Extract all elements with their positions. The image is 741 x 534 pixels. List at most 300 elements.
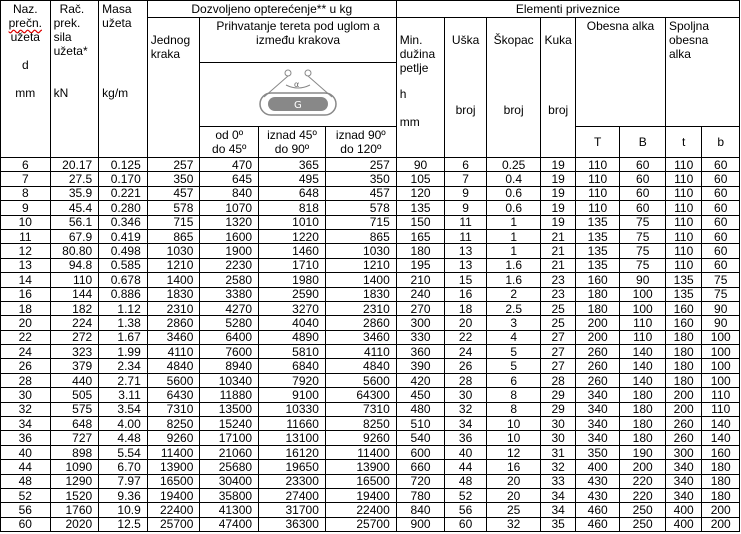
table-cell: 18 bbox=[1, 301, 51, 315]
table-cell: 60 bbox=[702, 172, 740, 186]
table-cell: 12 bbox=[1, 244, 51, 258]
table-cell: 340 bbox=[665, 460, 701, 474]
table-cell: 1830 bbox=[325, 287, 396, 301]
table-cell: 1400 bbox=[325, 273, 396, 287]
table-cell: 440 bbox=[50, 373, 99, 387]
table-cell: 840 bbox=[200, 186, 259, 200]
table-cell: 0.886 bbox=[99, 287, 148, 301]
table-cell: 75 bbox=[620, 215, 666, 229]
header-outer-master-link bbox=[665, 18, 739, 127]
table-cell: 140 bbox=[702, 417, 740, 431]
table-cell: 22400 bbox=[325, 503, 396, 517]
table-cell: 11 bbox=[445, 229, 487, 243]
table-cell: 7310 bbox=[325, 402, 396, 416]
table-cell: 715 bbox=[325, 215, 396, 229]
table-cell: 648 bbox=[50, 417, 99, 431]
table-row bbox=[1, 201, 740, 215]
header-unit-symbol: h bbox=[399, 87, 407, 101]
table-cell: 135 bbox=[575, 258, 620, 272]
table-cell: 31700 bbox=[259, 503, 326, 517]
table-cell: 0.170 bbox=[99, 172, 148, 186]
table-cell: 22400 bbox=[147, 503, 200, 517]
header-text: užeta bbox=[10, 30, 40, 44]
table-cell: 25 bbox=[541, 316, 575, 330]
table-cell: 9 bbox=[445, 186, 487, 200]
table-body bbox=[1, 158, 740, 532]
table-cell: 110 bbox=[665, 201, 701, 215]
table-cell: 90 bbox=[396, 158, 445, 172]
table-cell: 32 bbox=[541, 460, 575, 474]
table-cell: 48 bbox=[1, 474, 51, 488]
table-cell: 75 bbox=[620, 258, 666, 272]
table-cell: 379 bbox=[50, 359, 99, 373]
table-cell: 19 bbox=[541, 201, 575, 215]
table-cell: 60 bbox=[620, 201, 666, 215]
table-cell: 0.419 bbox=[99, 229, 148, 243]
table-cell: 260 bbox=[575, 359, 620, 373]
table-cell: 1830 bbox=[147, 287, 200, 301]
table-cell: 100 bbox=[702, 373, 740, 387]
table-cell: 6430 bbox=[147, 388, 200, 402]
table-cell: 1400 bbox=[147, 273, 200, 287]
table-cell: 7310 bbox=[147, 402, 200, 416]
table-cell: 35 bbox=[541, 517, 575, 531]
table-cell: 1030 bbox=[325, 244, 396, 258]
table-cell: 257 bbox=[325, 158, 396, 172]
table-cell: 360 bbox=[396, 345, 445, 359]
diagram-load-label: G bbox=[294, 100, 302, 111]
table-cell: 330 bbox=[396, 330, 445, 344]
header-text: užeta* bbox=[53, 44, 88, 58]
table-cell: 60 bbox=[702, 244, 740, 258]
table-cell: 200 bbox=[575, 316, 620, 330]
table-cell: 450 bbox=[396, 388, 445, 402]
table-cell: 9100 bbox=[259, 388, 326, 402]
table-cell: 5600 bbox=[325, 373, 396, 387]
table-cell: 100 bbox=[620, 287, 666, 301]
header-text: Spoljna bbox=[668, 19, 709, 33]
table-cell: 180 bbox=[620, 417, 666, 431]
table-cell: 272 bbox=[50, 330, 99, 344]
table-row bbox=[1, 229, 740, 243]
table-cell: 30 bbox=[541, 431, 575, 445]
table-cell: 1520 bbox=[50, 488, 99, 502]
table-cell: 110 bbox=[620, 316, 666, 330]
table-cell: 30 bbox=[445, 388, 487, 402]
table-cell: 160 bbox=[702, 445, 740, 459]
table-row bbox=[1, 373, 740, 387]
table-cell: 3380 bbox=[200, 287, 259, 301]
table-cell: 23 bbox=[541, 287, 575, 301]
table-cell: 10330 bbox=[259, 402, 326, 416]
table-row bbox=[1, 301, 740, 315]
table-cell: 865 bbox=[147, 229, 200, 243]
table-cell: 1980 bbox=[259, 273, 326, 287]
table-cell: 180 bbox=[702, 488, 740, 502]
table-row bbox=[1, 517, 740, 531]
table-cell: 4040 bbox=[259, 316, 326, 330]
table-row bbox=[1, 330, 740, 344]
header-B bbox=[620, 127, 666, 158]
table-cell: 457 bbox=[325, 186, 396, 200]
table-cell: 505 bbox=[50, 388, 99, 402]
table-cell: 480 bbox=[396, 402, 445, 416]
table-cell: 110 bbox=[665, 229, 701, 243]
table-cell: 20 bbox=[1, 316, 51, 330]
table-cell: 1090 bbox=[50, 460, 99, 474]
table-cell: 0.498 bbox=[99, 244, 148, 258]
table-cell: 840 bbox=[396, 503, 445, 517]
table-cell: 32 bbox=[1, 402, 51, 416]
table-cell: 1030 bbox=[147, 244, 200, 258]
header-text: dužina bbox=[399, 47, 436, 61]
header-text: Škopac bbox=[493, 33, 534, 47]
table-cell: 9260 bbox=[147, 431, 200, 445]
table-cell: 2 bbox=[486, 287, 541, 301]
table-cell: 8940 bbox=[200, 359, 259, 373]
table-cell: 200 bbox=[665, 388, 701, 402]
table-cell: 390 bbox=[396, 359, 445, 373]
header-text: Rač. bbox=[59, 2, 85, 16]
table-cell: 110 bbox=[665, 244, 701, 258]
table-cell: 7 bbox=[445, 172, 487, 186]
table-cell: 4 bbox=[486, 330, 541, 344]
table-cell: 33 bbox=[541, 474, 575, 488]
table-cell: 20.17 bbox=[50, 158, 99, 172]
table-cell: 19400 bbox=[147, 488, 200, 502]
table-cell: 13900 bbox=[325, 460, 396, 474]
table-row bbox=[1, 445, 740, 459]
header-text: sila bbox=[53, 30, 72, 44]
table-cell: 120 bbox=[396, 186, 445, 200]
table-cell: 27 bbox=[541, 330, 575, 344]
table-row bbox=[1, 258, 740, 272]
table-cell: 2.5 bbox=[486, 301, 541, 315]
table-cell: 2860 bbox=[147, 316, 200, 330]
header-text: t bbox=[682, 135, 686, 149]
table-cell: 28 bbox=[445, 373, 487, 387]
table-cell: 180 bbox=[575, 287, 620, 301]
header-text: kraka bbox=[150, 47, 181, 61]
table-cell: 600 bbox=[396, 445, 445, 459]
table-cell: 180 bbox=[665, 345, 701, 359]
table-cell: 1.67 bbox=[99, 330, 148, 344]
table-cell: 56.1 bbox=[50, 215, 99, 229]
table-cell: 8 bbox=[1, 186, 51, 200]
table-cell: 5 bbox=[486, 345, 541, 359]
table-cell: 15 bbox=[445, 273, 487, 287]
table-cell: 5 bbox=[486, 359, 541, 373]
table-cell: 75 bbox=[702, 287, 740, 301]
table-row bbox=[1, 503, 740, 517]
table-cell: 3.11 bbox=[99, 388, 148, 402]
table-row bbox=[1, 345, 740, 359]
table-cell: 19400 bbox=[325, 488, 396, 502]
table-cell: 110 bbox=[665, 158, 701, 172]
table-cell: 1760 bbox=[50, 503, 99, 517]
table-row bbox=[1, 488, 740, 502]
table-cell: 340 bbox=[665, 488, 701, 502]
table-cell: 13500 bbox=[200, 402, 259, 416]
table-cell: 300 bbox=[396, 316, 445, 330]
table-cell: 60 bbox=[702, 186, 740, 200]
table-cell: 4840 bbox=[325, 359, 396, 373]
table-cell: 6 bbox=[1, 158, 51, 172]
table-cell: 52 bbox=[1, 488, 51, 502]
header-text: Kuka bbox=[544, 33, 572, 47]
table-cell: 35.9 bbox=[50, 186, 99, 200]
header-master-link bbox=[575, 18, 665, 127]
table-cell: 32 bbox=[486, 517, 541, 531]
table-cell: 340 bbox=[575, 402, 620, 416]
table-cell: 10340 bbox=[200, 373, 259, 387]
table-cell: 9260 bbox=[325, 431, 396, 445]
table-cell: 110 bbox=[575, 201, 620, 215]
table-cell: 34 bbox=[541, 503, 575, 517]
table-cell: 24 bbox=[445, 345, 487, 359]
table-cell: 10 bbox=[1, 215, 51, 229]
table-cell: 250 bbox=[620, 503, 666, 517]
table-cell: 21060 bbox=[200, 445, 259, 459]
table-cell: 727 bbox=[50, 431, 99, 445]
table-header bbox=[1, 1, 740, 158]
table-cell: 135 bbox=[665, 287, 701, 301]
table-cell: 40 bbox=[445, 445, 487, 459]
table-cell: 67.9 bbox=[50, 229, 99, 243]
table-cell: 1.6 bbox=[486, 273, 541, 287]
table-cell: 110 bbox=[575, 158, 620, 172]
header-text: Naz. bbox=[12, 2, 38, 16]
table-cell: 30 bbox=[541, 417, 575, 431]
table-cell: 19650 bbox=[259, 460, 326, 474]
table-row bbox=[1, 431, 740, 445]
table-cell: 100 bbox=[702, 345, 740, 359]
table-cell: 80.80 bbox=[50, 244, 99, 258]
table-cell: 340 bbox=[575, 388, 620, 402]
table-cell: 32 bbox=[445, 402, 487, 416]
table-cell: 180 bbox=[620, 402, 666, 416]
table-cell: 6 bbox=[445, 158, 487, 172]
table-cell: 140 bbox=[620, 359, 666, 373]
header-text: Obesna alka bbox=[586, 19, 655, 33]
table-cell: 27400 bbox=[259, 488, 326, 502]
table-cell: 16 bbox=[445, 287, 487, 301]
table-cell: 60 bbox=[1, 517, 51, 531]
header-breaking-force bbox=[50, 1, 99, 158]
table-cell: 224 bbox=[50, 316, 99, 330]
header-text: Min. bbox=[399, 33, 423, 47]
table-row bbox=[1, 417, 740, 431]
table-cell: 180 bbox=[665, 330, 701, 344]
table-cell: 160 bbox=[575, 273, 620, 287]
table-cell: 135 bbox=[575, 215, 620, 229]
table-cell: 3 bbox=[486, 316, 541, 330]
table-cell: 9.36 bbox=[99, 488, 148, 502]
table-cell: 1460 bbox=[259, 244, 326, 258]
table-cell: 180 bbox=[620, 431, 666, 445]
table-cell: 510 bbox=[396, 417, 445, 431]
table-cell: 270 bbox=[396, 301, 445, 315]
table-cell: 7600 bbox=[200, 345, 259, 359]
table-cell: 28 bbox=[541, 373, 575, 387]
table-cell: 110 bbox=[665, 215, 701, 229]
table-cell: 365 bbox=[259, 158, 326, 172]
table-cell: 110 bbox=[702, 402, 740, 416]
table-cell: 1210 bbox=[325, 258, 396, 272]
table-cell: 150 bbox=[396, 215, 445, 229]
header-text: Dozvoljeno opterećenje** u kg bbox=[191, 2, 353, 16]
table-cell: 340 bbox=[575, 431, 620, 445]
table-cell: 3460 bbox=[325, 330, 396, 344]
header-b bbox=[702, 127, 740, 158]
table-cell: 220 bbox=[620, 474, 666, 488]
table-cell: 1210 bbox=[147, 258, 200, 272]
table-cell: 400 bbox=[665, 517, 701, 531]
table-cell: 180 bbox=[665, 359, 701, 373]
header-text: Jednog bbox=[150, 33, 191, 47]
table-cell: 6 bbox=[486, 373, 541, 387]
table-cell: 13 bbox=[1, 258, 51, 272]
table-cell: 110 bbox=[665, 172, 701, 186]
table-cell: 5810 bbox=[259, 345, 326, 359]
table-cell: 165 bbox=[396, 229, 445, 243]
table-cell: 27 bbox=[541, 345, 575, 359]
table-cell: 21 bbox=[541, 244, 575, 258]
header-angle-lifting bbox=[200, 18, 396, 127]
header-shackle bbox=[486, 18, 541, 158]
table-cell: 430 bbox=[575, 474, 620, 488]
table-row bbox=[1, 186, 740, 200]
table-row bbox=[1, 316, 740, 330]
table-cell: 260 bbox=[665, 431, 701, 445]
table-cell: 350 bbox=[325, 172, 396, 186]
table-cell: 17100 bbox=[200, 431, 259, 445]
table-cell: 898 bbox=[50, 445, 99, 459]
table-cell: 18 bbox=[445, 301, 487, 315]
table-cell: 2.34 bbox=[99, 359, 148, 373]
table-cell: 715 bbox=[147, 215, 200, 229]
header-text: T bbox=[593, 135, 602, 149]
table-cell: 9 bbox=[445, 201, 487, 215]
table-cell: 4890 bbox=[259, 330, 326, 344]
header-text: do 120º bbox=[340, 142, 382, 156]
table-row bbox=[1, 273, 740, 287]
table-cell: 5.54 bbox=[99, 445, 148, 459]
header-single-leg bbox=[147, 18, 200, 158]
table-cell: 340 bbox=[665, 474, 701, 488]
table-cell: 13 bbox=[445, 258, 487, 272]
table-cell: 400 bbox=[575, 460, 620, 474]
table-cell: 4.48 bbox=[99, 431, 148, 445]
table-cell: 1600 bbox=[200, 229, 259, 243]
table-cell: 26 bbox=[445, 359, 487, 373]
table-cell: 7920 bbox=[259, 373, 326, 387]
angle-lifting-caption bbox=[200, 18, 395, 63]
table-cell: 44 bbox=[1, 460, 51, 474]
table-cell: 16 bbox=[486, 460, 541, 474]
sling-diagram-icon bbox=[250, 65, 346, 121]
table-cell: 160 bbox=[665, 301, 701, 315]
table-cell: 23 bbox=[541, 273, 575, 287]
table-cell: 5600 bbox=[147, 373, 200, 387]
table-cell: 9 bbox=[1, 201, 51, 215]
table-cell: 200 bbox=[575, 330, 620, 344]
table-cell: 110 bbox=[665, 258, 701, 272]
table-cell: 25 bbox=[486, 503, 541, 517]
table-cell: 8250 bbox=[147, 417, 200, 431]
table-cell: 190 bbox=[620, 445, 666, 459]
header-text: Uška bbox=[451, 33, 480, 47]
header-text: iznad 45º bbox=[267, 128, 317, 142]
table-cell: 10 bbox=[486, 417, 541, 431]
table-cell: 200 bbox=[620, 460, 666, 474]
header-text: užeta bbox=[102, 16, 132, 30]
table-cell: 6400 bbox=[200, 330, 259, 344]
table-cell: 460 bbox=[575, 517, 620, 531]
table-cell: 110 bbox=[665, 186, 701, 200]
table-cell: 180 bbox=[620, 388, 666, 402]
table-cell: 0.6 bbox=[486, 186, 541, 200]
table-cell: 578 bbox=[147, 201, 200, 215]
header-text: iznad 90º bbox=[335, 128, 386, 142]
table-cell: 16 bbox=[1, 287, 51, 301]
table-cell: 3.54 bbox=[99, 402, 148, 416]
table-cell: 60 bbox=[445, 517, 487, 531]
table-cell: 7 bbox=[1, 172, 51, 186]
header-unit: broj bbox=[503, 103, 524, 117]
table-cell: 15240 bbox=[200, 417, 259, 431]
table-cell: 3270 bbox=[259, 301, 326, 315]
table-cell: 21 bbox=[541, 229, 575, 243]
table-cell: 8 bbox=[486, 402, 541, 416]
table-cell: 19 bbox=[541, 158, 575, 172]
header-text: b bbox=[717, 135, 725, 149]
table-row bbox=[1, 359, 740, 373]
table-cell: 25700 bbox=[325, 517, 396, 531]
table-cell: 16500 bbox=[325, 474, 396, 488]
table-cell: 34 bbox=[541, 488, 575, 502]
table-cell: 180 bbox=[702, 474, 740, 488]
header-text: Elementi priveznice bbox=[515, 2, 620, 16]
table-row bbox=[1, 215, 740, 229]
table-cell: 260 bbox=[575, 345, 620, 359]
table-cell: 180 bbox=[702, 460, 740, 474]
table-cell: 540 bbox=[396, 431, 445, 445]
table-cell: 648 bbox=[259, 186, 326, 200]
table-cell: 470 bbox=[200, 158, 259, 172]
table-cell: 865 bbox=[325, 229, 396, 243]
table-cell: 1290 bbox=[50, 474, 99, 488]
header-text: Prihvatanje tereta pod uglom a između krakova bbox=[216, 19, 380, 47]
header-hook bbox=[541, 18, 575, 158]
table-cell: 45.4 bbox=[50, 201, 99, 215]
table-cell: 1710 bbox=[259, 258, 326, 272]
table-cell: 19 bbox=[541, 172, 575, 186]
table-cell: 29 bbox=[541, 388, 575, 402]
table-cell: 75 bbox=[620, 229, 666, 243]
table-cell: 90 bbox=[702, 316, 740, 330]
table-cell: 200 bbox=[702, 503, 740, 517]
table-cell: 110 bbox=[50, 273, 99, 287]
table-cell: 140 bbox=[620, 345, 666, 359]
table-cell: 90 bbox=[620, 273, 666, 287]
header-unit-symbol: d bbox=[21, 58, 29, 72]
table-cell: 60 bbox=[620, 186, 666, 200]
table-cell: 300 bbox=[665, 445, 701, 459]
header-text: prečn. bbox=[8, 16, 42, 30]
table-cell: 578 bbox=[325, 201, 396, 215]
table-cell: 75 bbox=[702, 273, 740, 287]
